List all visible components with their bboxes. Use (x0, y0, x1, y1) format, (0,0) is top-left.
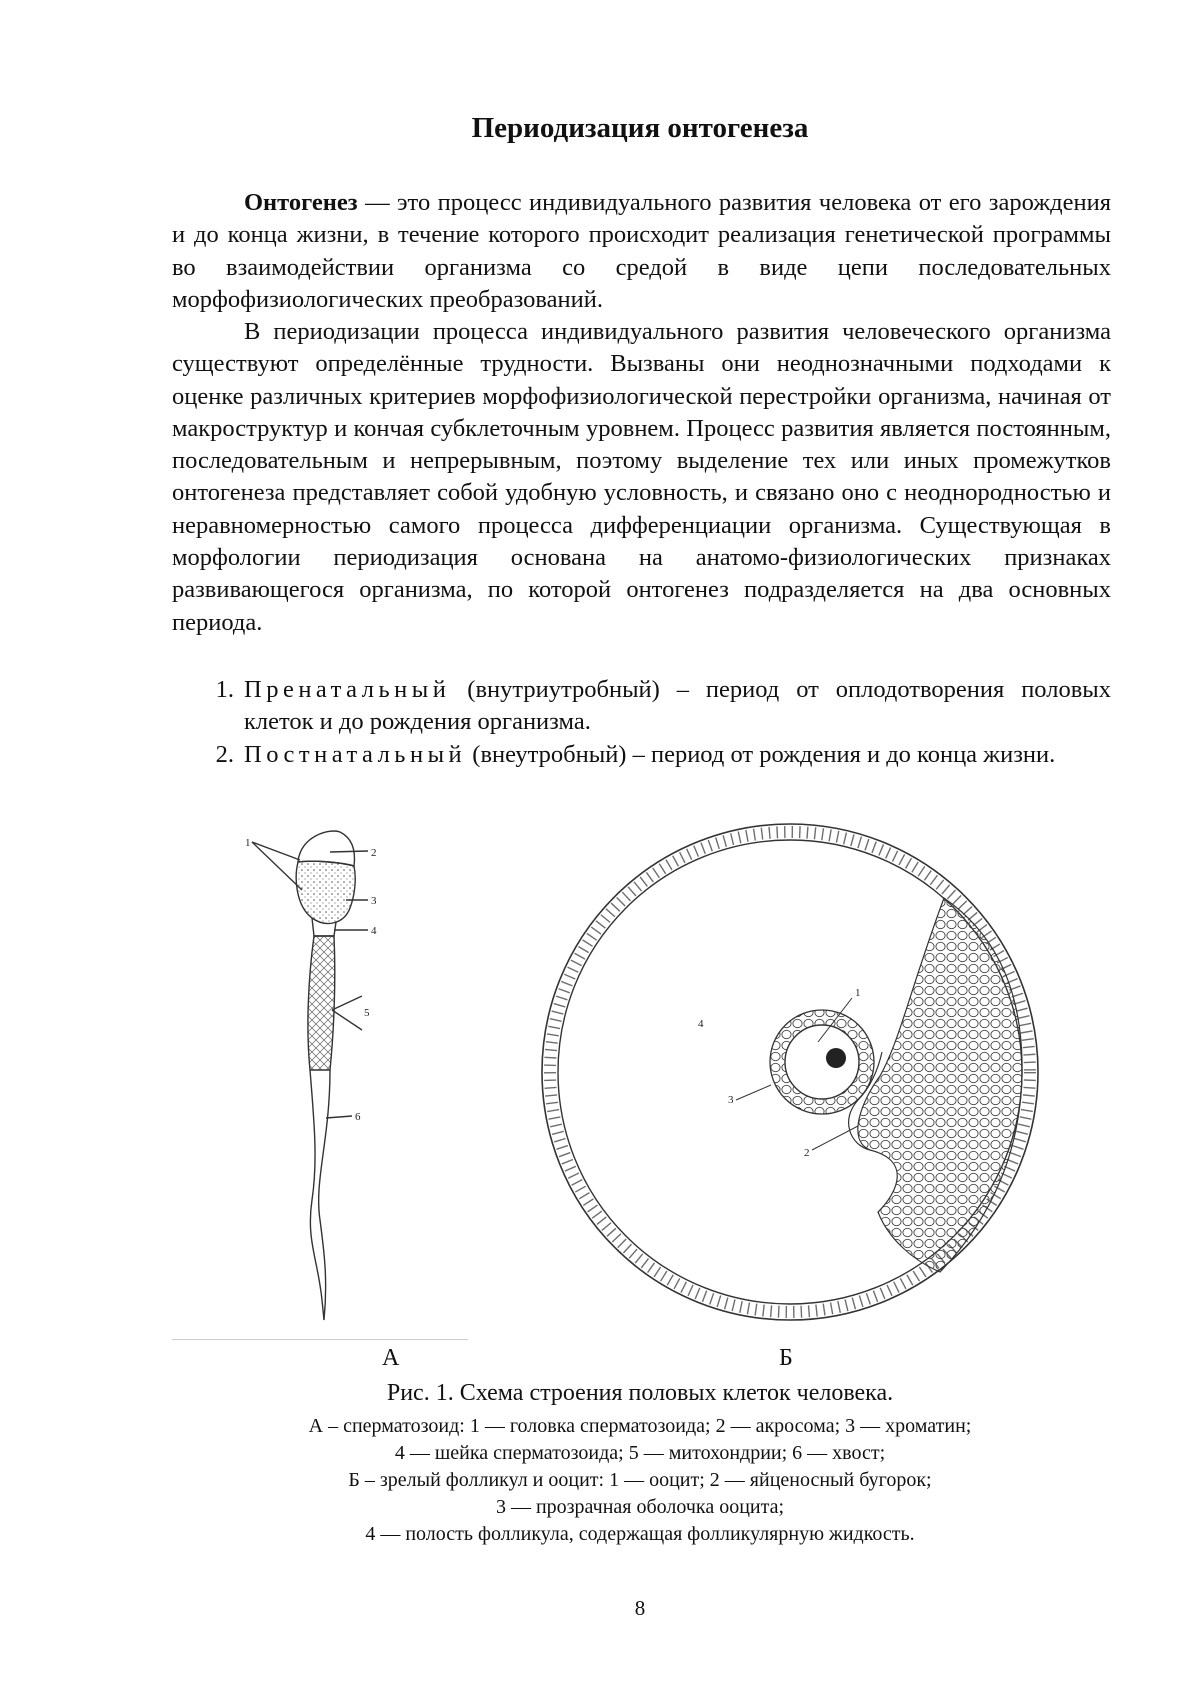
figure-caption-line: 4 — шейка сперматозоида; 5 — митохондрии; 6 — хвост; (394, 1442, 886, 1464)
paragraph-periodization: В периодизации процесса индивидуального развития человеческого организма существуют определённые трудности. Вызваны они неоднозначными подходами к оценке различных критериев морфофизиологической перестройки организма, начиная от макроструктур и кончая субклеточным уровнем. Процесс развития является постоянным, последовательным и непрерывным, поэтому выделение тех или иных промежутков онтогенеза представляет собой удобную условность, и связано оно с неоднородностью и неравномерностью самого процесса дифференциации организма. Существующая в морфологии периодизация основана на анатомо-физиологических признаках развивающегося организма, по которой онтогенез подразделяется на два основных периода. (172, 318, 1111, 636)
list-number: 1. (215, 676, 234, 703)
figure-caption-title: Рис. 1. Схема строения половых клеток человека. (386, 1380, 894, 1406)
callout-a-5: 5 (364, 1007, 370, 1019)
figure-caption-line: 4 — полость фолликула, содержащая фолликулярную жидкость. (365, 1523, 915, 1545)
page-title: Периодизация онтогенеза (471, 112, 809, 144)
sperm-diagram (252, 831, 368, 1320)
callout-b-4: 4 (698, 1018, 704, 1030)
list-term: Постнатальный (244, 740, 467, 768)
figure-caption-line: 3 — прозрачная оболочка ооцита; (495, 1496, 785, 1518)
oocyte-nucleus (826, 1048, 846, 1068)
callout-a-3: 3 (371, 895, 377, 907)
page-number: 8 (634, 1596, 646, 1620)
callout-a-4: 4 (371, 925, 377, 937)
term-ontogenesis: Онтогенез (244, 189, 358, 216)
callout-a-2: 2 (371, 847, 377, 859)
callout-a-6: 6 (355, 1111, 361, 1123)
figure-label-a: А (382, 1345, 400, 1371)
callout-b-2: 2 (804, 1147, 810, 1159)
periods-list (172, 674, 1111, 771)
figure-divider (172, 1339, 468, 1340)
callout-b-1: 1 (855, 987, 861, 999)
sperm-midpiece (308, 936, 335, 1070)
callout-b-3: 3 (728, 1094, 734, 1106)
callout-a-1: 1 (245, 837, 251, 849)
figure-caption-line: Б – зрелый фолликул и ооцит: 1 — ооцит; 2 — яйценосный бугорок; (348, 1469, 932, 1491)
follicle-diagram (542, 824, 1038, 1320)
list-item (172, 739, 1111, 771)
list-item (172, 674, 1111, 739)
definition-text: — это процесс индивидуального развития человека от его зарождения и до конца жизни, в течение которого происходит реализация генетической программы во взаимодействии организма со средой в виде цепи последовательных морфофизиологических преобразований. (172, 189, 1111, 313)
germ-cells-figure (0, 820, 1191, 1340)
list-text: (внеутробный) – период от рождения и до конца жизни. (466, 740, 1056, 768)
sperm-head (296, 861, 355, 923)
list-text: (внутриутробный) – период от оплодотворения половых клеток и до рождения организма. (244, 676, 1111, 736)
sperm-tail (310, 1070, 330, 1320)
list-number: 2. (215, 740, 234, 768)
list-term: Пренатальный (244, 676, 451, 703)
figure-label-b: Б (779, 1345, 793, 1371)
paragraph-definition (172, 187, 1111, 316)
figure-caption-line: А – сперматозоид: 1 — головка сперматозоида; 2 — акросома; 3 — хроматин; (308, 1415, 972, 1437)
